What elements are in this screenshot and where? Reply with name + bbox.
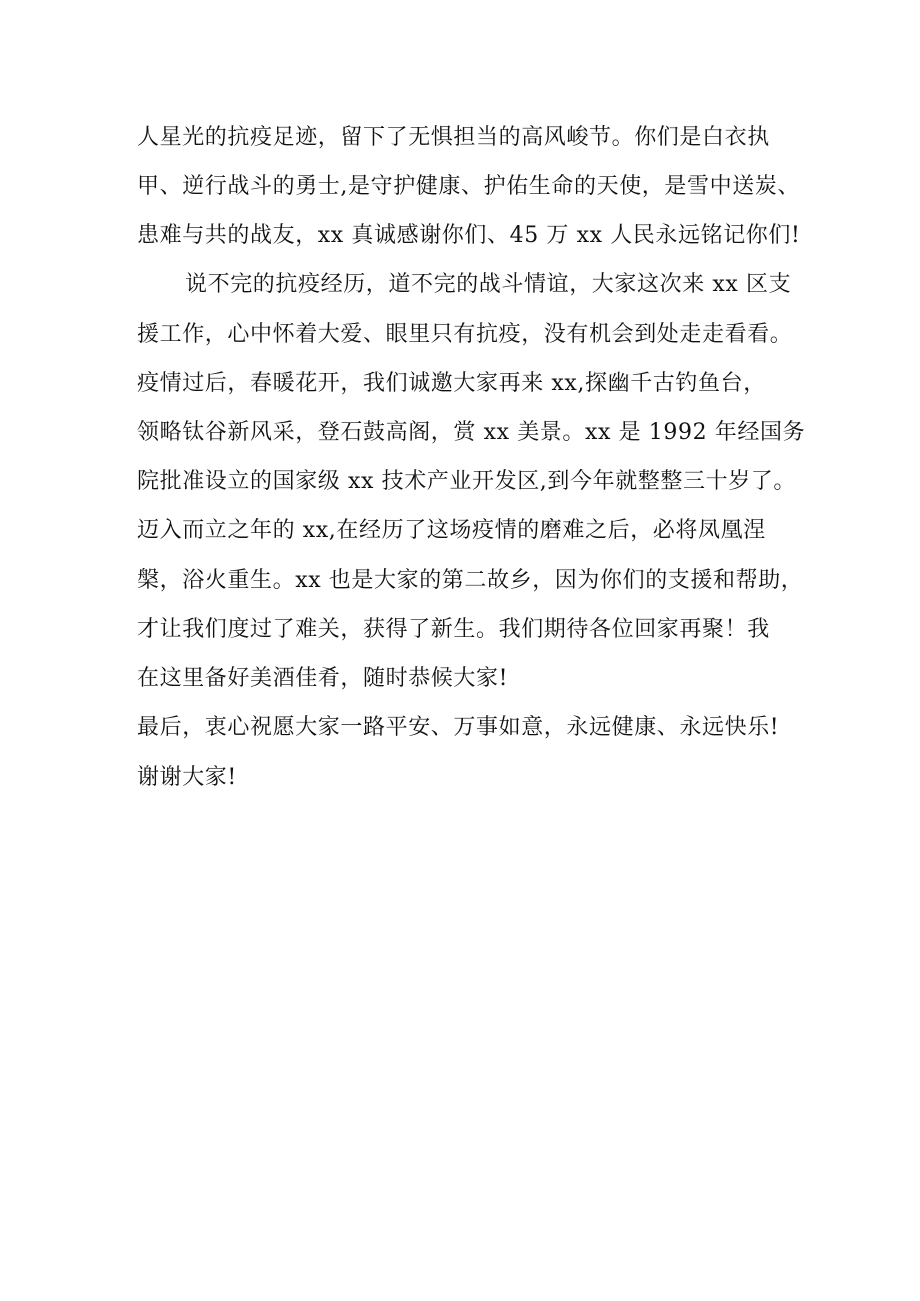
text-line: 患难与共的战友，xx 真诚感谢你们、45 万 xx 人民永远铭记你们! — [137, 223, 801, 248]
text-line: 槃，浴火重生。xx 也是大家的第二故乡，因为你们的支援和帮助， — [137, 568, 804, 593]
text-line: 才让我们度过了难关，获得了新生。我们期待各位回家再聚！我 — [137, 617, 770, 642]
text-line: 甲、逆行战斗的勇士,是守护健康、护佑生命的天使，是雪中送炭、 — [137, 174, 800, 199]
text-line: 说不完的抗疫经历，道不完的战斗情谊，大家这次来 xx 区支 — [185, 272, 792, 297]
text-line: 院批准设立的国家级 xx 技术产业开发区,到今年就整整三十岁了。 — [137, 469, 796, 494]
text-line: 迈入而立之年的 xx,在经历了这场疫情的磨难之后，必将凤凰涅 — [137, 518, 766, 543]
text-line: 最后，衷心祝愿大家一路平安、万事如意，永远健康、永远快乐! — [137, 715, 780, 740]
text-line: 疫情过后，春暖花开，我们诚邀大家再来 xx,探幽千古钓鱼台， — [137, 371, 766, 396]
text-line: 在这里备好美酒佳肴，随时恭候大家! — [137, 666, 509, 691]
text-line: 援工作，心中怀着大爱、眼里只有抗疫，没有机会到处走走看看。 — [137, 322, 793, 347]
text-line: 谢谢大家! — [137, 765, 237, 790]
text-line: 人星光的抗疫足迹，留下了无惧担当的高风峻节。你们是白衣执 — [137, 125, 770, 150]
text-line: 领略钛谷新风采，登石鼓高阁，赏 xx 美景。xx 是 1992 年经国务 — [137, 420, 806, 445]
